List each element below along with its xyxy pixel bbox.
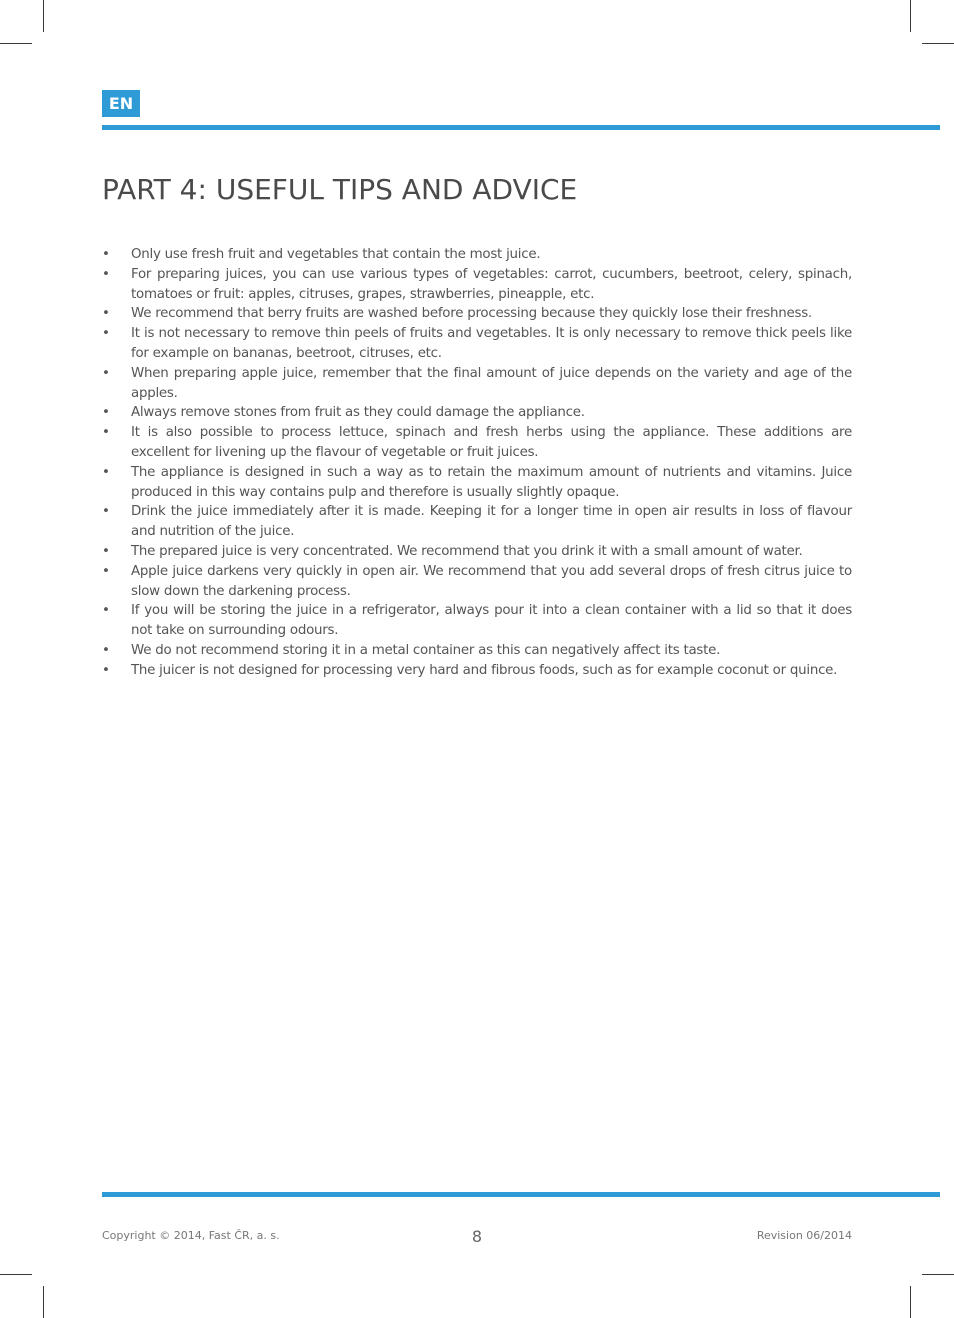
crop-mark <box>910 0 911 32</box>
list-item <box>102 403 852 423</box>
bullet: • <box>102 247 110 262</box>
tip-text: Always remove stones from fruit as they could damage the appliance. <box>131 405 585 421</box>
tip-text: It is also possible to process lettuce, spinach and fresh herbs using the appliance. These additions are excellent for livening up the flavour of vegetable or fruit juices. <box>131 425 852 460</box>
bullet: • <box>102 266 110 282</box>
list-item <box>102 641 852 661</box>
list-item <box>102 423 852 463</box>
bullet: • <box>102 306 110 322</box>
bullet: • <box>102 405 110 421</box>
tip-text: The juicer is not designed for processing very hard and fibrous foods, such as for example coconut or quince. <box>131 662 838 678</box>
tip-text: The prepared juice is very concentrated. We recommend that you drink it with a small amount of water. <box>131 543 803 559</box>
revision-label: Revision 06/2014 <box>756 1229 852 1242</box>
bullet: • <box>102 504 110 520</box>
list-item <box>102 502 852 542</box>
list-item <box>102 601 852 641</box>
bullet: • <box>102 326 110 342</box>
tip-text: When preparing apple juice, remember that the final amount of juice depends on the variety and age of the apples. <box>131 365 852 401</box>
tip-text: It is not necessary to remove thin peels of fruits and vegetables. It is only necessary to remove thick peels like for example on bananas, beetroot, citruses, etc. <box>131 326 852 361</box>
tip-text: Only use fresh fruit and vegetables that contain the most juice. <box>131 247 541 262</box>
bullet: • <box>102 563 110 579</box>
bullet: • <box>102 603 110 619</box>
bullet: • <box>102 642 110 658</box>
page-title: PART 4: USEFUL TIPS AND ADVICE <box>102 173 578 206</box>
bullet: • <box>102 365 110 381</box>
copyright-notice: Copyright © 2014, Fast ČR, a. s. <box>102 1229 280 1242</box>
tip-text: If you will be storing the juice in a refrigerator, always pour it into a clean container with a lid so that it does not take on surrounding odours. <box>131 603 852 639</box>
crop-mark <box>43 1286 44 1318</box>
tips-list <box>102 245 852 681</box>
crop-mark <box>922 1274 954 1275</box>
tip-text: We do not recommend storing it in a metal container as this can negatively affect its taste. <box>131 642 721 658</box>
tip-text: Drink the juice immediately after it is made. Keeping it for a longer time in open air results in loss of flavour and nutrition of the juice. <box>131 504 852 540</box>
footer-rule <box>102 1192 940 1197</box>
bullet: • <box>102 425 110 441</box>
list-item <box>102 542 852 562</box>
crop-mark <box>0 1274 32 1275</box>
list-item <box>102 463 852 503</box>
list-item <box>102 324 852 364</box>
bullet: • <box>102 543 110 559</box>
page-number: 8 <box>471 1227 483 1246</box>
tip-text: For preparing juices, you can use various types of vegetables: carrot, cucumbers, beetroot, celery, spinach, tomatoes or fruit: apples, citruses, grapes, strawberries, pineapple, etc. <box>131 266 852 302</box>
header-rule <box>102 125 940 130</box>
list-item <box>102 265 852 305</box>
bullet: • <box>102 662 110 678</box>
list-item <box>102 562 852 602</box>
tip-text: Apple juice darkens very quickly in open air. We recommend that you add several drops of fresh citrus juice to slow down the darkening process. <box>131 563 852 599</box>
list-item <box>102 245 852 265</box>
crop-mark <box>922 43 954 44</box>
crop-mark <box>43 0 44 32</box>
tip-text: We recommend that berry fruits are washed before processing because they quickly lose their freshness. <box>131 306 812 322</box>
tip-text: The appliance is designed in such a way as to retain the maximum amount of nutrients and vitamins. Juice produced in this way contains pulp and therefore is usually slightly opaque. <box>131 464 852 500</box>
list-item <box>102 304 852 324</box>
bullet: • <box>102 464 110 480</box>
list-item <box>102 364 852 404</box>
crop-mark <box>0 43 32 44</box>
language-badge: EN <box>102 90 140 117</box>
crop-mark <box>910 1286 911 1318</box>
list-item <box>102 661 852 681</box>
